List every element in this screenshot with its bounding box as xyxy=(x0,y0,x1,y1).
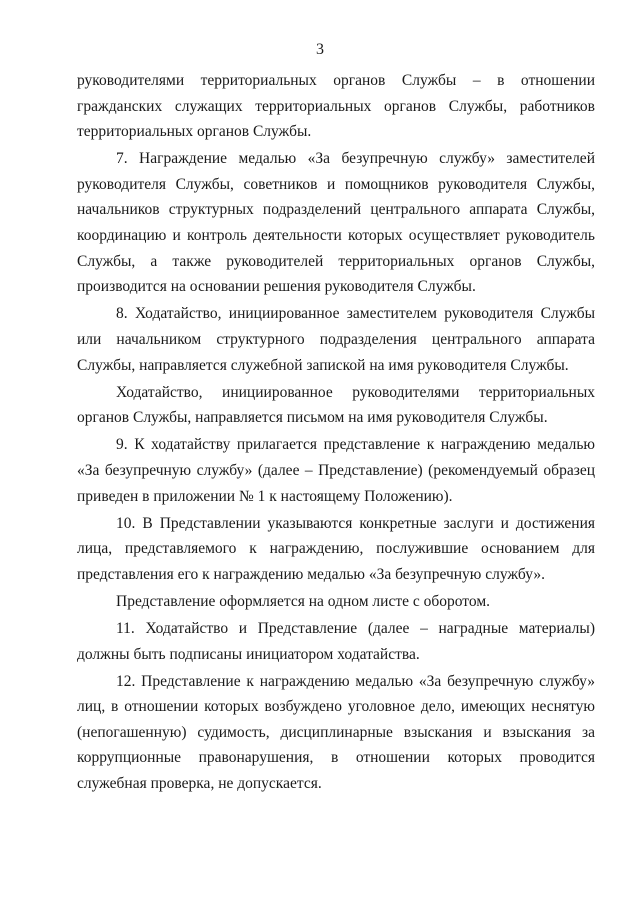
paragraph-item-12: 12. Представление к награждению медалью «За безупречную службу» лиц, в отношении которых возбуждено уголовное дело, имеющих неснятую (непогашенную) судимость, дисциплинарные взыскания и взыскания за коррупционные правонарушения, в отношении которых проводится служебная проверка, не допускается. xyxy=(77,672,595,793)
paragraph-item-9: 9. К ходатайству прилагается представление к награждению медалью «За безупречную службу» (далее – Представление) (рекомендуемый образец приведен в приложении № 1 к настоящему Положению). xyxy=(77,436,595,505)
document-body xyxy=(77,68,595,797)
paragraph-item-10-continued: Представление оформляется на одном листе с оборотом. xyxy=(116,592,491,610)
paragraph-item-8: 8. Ходатайство, инициированное заместителем руководителя Службы или начальником структурного подразделения центрального аппарата Службы, направляется служебной запиской на имя руководителя Службы. xyxy=(77,305,595,374)
paragraph-item-10: 10. В Представлении указываются конкретные заслуги и достижения лица, представляемого к награждению, послужившие основанием для представления его к награждению медалью «За безупречную службу». xyxy=(77,514,595,583)
page-number: 3 xyxy=(316,41,324,58)
paragraph-continuation: руководителями территориальных органов Службы – в отношении гражданских служащих территориальных органов Службы, работников территориальных органов Службы. xyxy=(77,72,595,141)
paragraph-item-11: 11. Ходатайство и Представление (далее – наградные материалы) должны быть подписаны инициатором ходатайства. xyxy=(77,619,595,663)
paragraph-item-7: 7. Награждение медалью «За безупречную службу» заместителей руководителя Службы, советников и помощников руководителя Службы, начальников структурных подразделений центрального аппарата Службы, координацию и контроль деятельности которых осуществляет руководитель Службы, а также руководителей территориальных органов Службы, производится на основании решения руководителя Службы. xyxy=(77,150,595,296)
paragraph-item-8-continued: Ходатайство, инициированное руководителями территориальных органов Службы, направляется письмом на имя руководителя Службы. xyxy=(77,383,595,427)
